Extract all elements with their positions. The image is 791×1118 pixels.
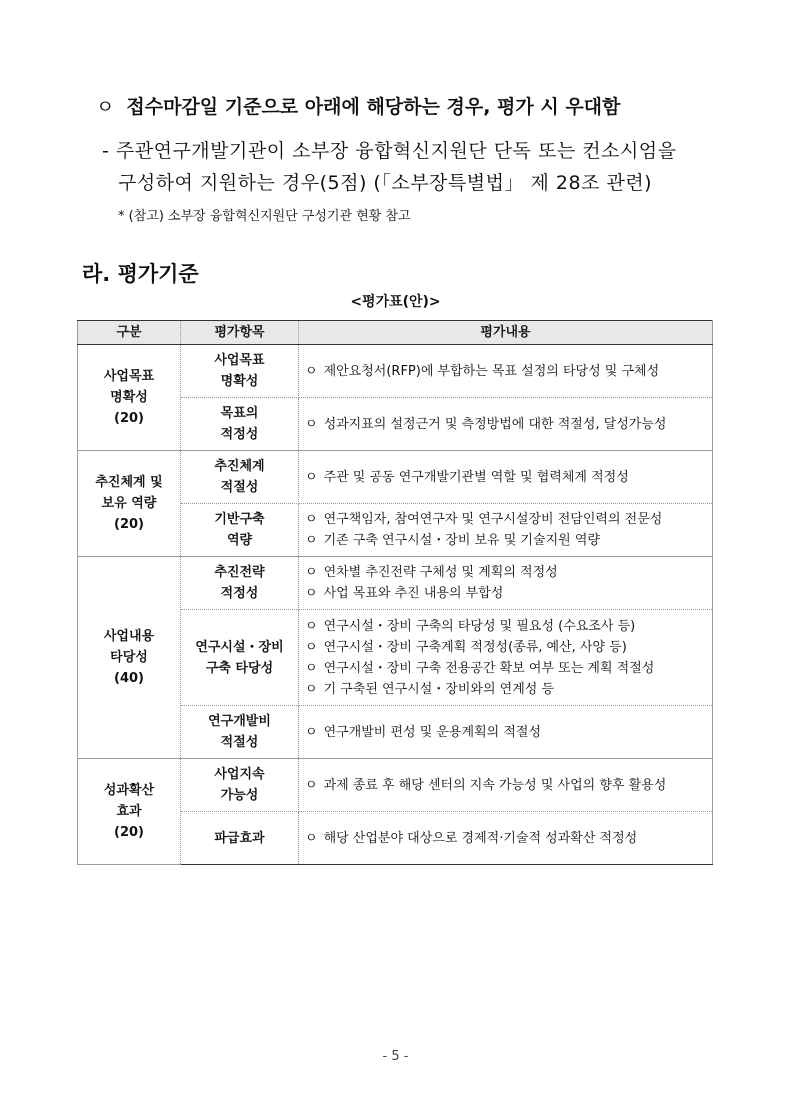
category-line: (20) bbox=[114, 411, 144, 426]
bullet-marker: ㅇ bbox=[305, 724, 318, 740]
content-item bbox=[305, 679, 712, 700]
heading-bullet bbox=[96, 92, 620, 119]
heading-text: 접수마감일 기준으로 아래에 해당하는 경우, 평가 시 우대함 bbox=[126, 96, 621, 118]
content-cell bbox=[299, 504, 713, 557]
category-cell bbox=[78, 557, 181, 759]
category-line: 효과 bbox=[116, 804, 142, 819]
reference-note: * (참고) 소부장 융합혁신지원단 구성기관 현황 참고 bbox=[118, 209, 411, 224]
category-line: 성과확산 bbox=[103, 783, 155, 798]
content-cell bbox=[299, 398, 713, 451]
bullet-marker: ㅇ bbox=[305, 681, 318, 697]
content-item bbox=[305, 467, 712, 488]
content-item bbox=[305, 583, 712, 604]
item-line: 역량 bbox=[226, 533, 253, 548]
content-text: 제안요청서(RFP)에 부합하는 목표 설정의 타당성 및 구체성 bbox=[323, 363, 660, 379]
item-cell bbox=[181, 398, 299, 451]
table-row bbox=[78, 345, 713, 398]
bullet-marker: ㅇ bbox=[305, 639, 318, 655]
content-text: 연차별 추진전략 구체성 및 계획의 적정성 bbox=[323, 565, 558, 580]
item-line: 추진체계 bbox=[214, 459, 265, 474]
item-line: 추진전략 bbox=[214, 565, 265, 580]
table-header-row bbox=[78, 321, 713, 345]
content-item bbox=[305, 616, 712, 637]
category-line: 명확성 bbox=[110, 390, 148, 405]
content-item bbox=[305, 414, 712, 435]
bullet-marker: ㅇ bbox=[305, 363, 318, 379]
content-item bbox=[305, 530, 712, 551]
header-content: 평가내용 bbox=[299, 321, 713, 345]
bullet-marker: ㅇ bbox=[305, 565, 318, 580]
content-item bbox=[305, 722, 712, 743]
bullet-marker: ㅇ bbox=[305, 660, 318, 676]
category-line: 추진체계 및 bbox=[95, 475, 163, 490]
category-line: 타당성 bbox=[110, 650, 148, 665]
item-line: 적절성 bbox=[220, 735, 259, 750]
item-cell bbox=[181, 812, 299, 865]
bullet-marker: ㅇ bbox=[305, 618, 318, 634]
bullet-marker: ㅇ bbox=[305, 512, 318, 527]
content-item bbox=[305, 562, 712, 583]
category-cell bbox=[78, 345, 181, 451]
header-category: 구분 bbox=[78, 321, 181, 345]
content-text: 과제 종료 후 해당 센터의 지속 가능성 및 사업의 향후 활용성 bbox=[323, 777, 667, 793]
content-cell bbox=[299, 345, 713, 398]
content-cell bbox=[299, 557, 713, 610]
item-cell bbox=[181, 759, 299, 812]
item-line: 적절성 bbox=[220, 480, 259, 495]
content-text: 기 구축된 연구시설・장비와의 연계성 등 bbox=[323, 681, 555, 697]
table-caption: <평가표(안)> bbox=[350, 294, 441, 310]
bullet-marker: ㅇ bbox=[305, 533, 318, 548]
table-row bbox=[78, 557, 713, 610]
bullet-marker: ㅇ bbox=[305, 777, 318, 793]
table-row bbox=[78, 759, 713, 812]
section-title: 라. 평가기준 bbox=[82, 262, 199, 286]
category-line: (40) bbox=[114, 671, 144, 686]
bullet-marker: ㅇ bbox=[96, 96, 115, 118]
item-line: 연구개발비 bbox=[208, 714, 271, 729]
item-line: 목표의 bbox=[220, 406, 259, 421]
content-cell bbox=[299, 759, 713, 812]
item-line: 기반구축 bbox=[214, 512, 265, 527]
content-text: 기존 구축 연구시설・장비 보유 및 기술지원 역량 bbox=[323, 533, 600, 548]
category-line: 사업내용 bbox=[103, 629, 155, 644]
item-line: 구축 타당성 bbox=[205, 660, 274, 676]
category-line: (20) bbox=[114, 517, 144, 532]
item-cell bbox=[181, 345, 299, 398]
content-cell bbox=[299, 451, 713, 504]
item-cell bbox=[181, 557, 299, 610]
content-cell bbox=[299, 610, 713, 706]
content-text: 해당 산업분야 대상으로 경제적·기술적 성과확산 적정성 bbox=[323, 830, 638, 846]
category-line: 보유 역량 bbox=[101, 496, 157, 511]
content-text: 연구책임자, 참여연구자 및 연구시설장비 전담인력의 전문성 bbox=[323, 512, 663, 527]
header-item: 평가항목 bbox=[181, 321, 299, 345]
table-row bbox=[78, 451, 713, 504]
content-text: 연구시설・장비 구축계획 적정성(종류, 예산, 사양 등) bbox=[323, 639, 627, 655]
item-line: 사업지속 bbox=[214, 767, 265, 782]
content-text: 연구시설・장비 구축 전용공간 확보 여부 또는 계획 적절성 bbox=[323, 660, 655, 676]
item-cell bbox=[181, 504, 299, 557]
evaluation-table bbox=[77, 320, 713, 865]
bullet-marker: ㅇ bbox=[305, 469, 318, 485]
item-cell bbox=[181, 706, 299, 759]
category-cell bbox=[78, 759, 181, 865]
item-line: 연구시설・장비 bbox=[195, 639, 284, 655]
dash-line-2: 구성하여 지원하는 경우(5점) (「소부장특별법」 제 28조 관련) bbox=[118, 172, 653, 194]
content-text: 성과지표의 설정근거 및 측정방법에 대한 적절성, 달성가능성 bbox=[323, 416, 667, 432]
content-text: 연구개발비 편성 및 운용계획의 적절성 bbox=[323, 724, 542, 740]
content-item bbox=[305, 637, 712, 658]
item-cell bbox=[181, 451, 299, 504]
content-text: 연구시설・장비 구축의 타당성 및 필요성 (수요조사 등) bbox=[323, 618, 636, 634]
content-text: 사업 목표와 추진 내용의 부합성 bbox=[323, 586, 504, 601]
content-text: 주관 및 공동 연구개발기관별 역할 및 협력체계 적정성 bbox=[323, 469, 629, 485]
content-item bbox=[305, 775, 712, 796]
item-line: 가능성 bbox=[220, 788, 259, 803]
content-item bbox=[305, 828, 712, 849]
content-cell bbox=[299, 812, 713, 865]
bullet-marker: ㅇ bbox=[305, 416, 318, 432]
category-cell bbox=[78, 451, 181, 557]
bullet-marker: ㅇ bbox=[305, 830, 318, 846]
item-line: 적정성 bbox=[220, 586, 259, 601]
item-line: 적정성 bbox=[220, 427, 259, 442]
bullet-marker: ㅇ bbox=[305, 586, 318, 601]
category-line: 사업목표 bbox=[103, 369, 155, 384]
content-item bbox=[305, 658, 712, 679]
item-line: 사업목표 bbox=[214, 353, 265, 368]
item-line: 파급효과 bbox=[214, 830, 265, 846]
content-item bbox=[305, 509, 712, 530]
item-line: 명확성 bbox=[220, 374, 259, 389]
dash-line-1: - 주관연구개발기관이 소부장 융합혁신지원단 단독 또는 컨소시엄을 bbox=[102, 140, 677, 162]
item-cell bbox=[181, 610, 299, 706]
category-line: (20) bbox=[114, 825, 144, 840]
content-cell bbox=[299, 706, 713, 759]
table-body bbox=[78, 345, 713, 865]
content-item bbox=[305, 361, 712, 382]
page-number: - 5 - bbox=[382, 1049, 409, 1064]
